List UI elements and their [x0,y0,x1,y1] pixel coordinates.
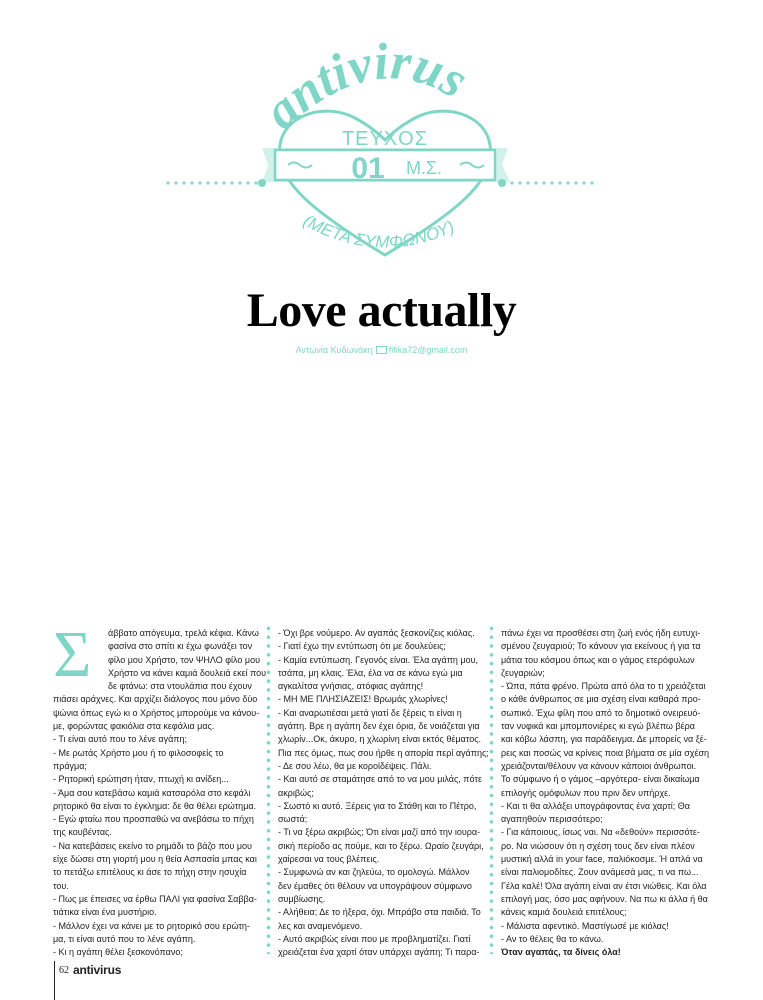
author-name: Αντωνία Κυδωνάκη [295,345,373,355]
text-line: κάνεις καμιά δουλειά επιτέλους; [501,907,627,918]
emblem-brand-text: antivirus [253,40,478,141]
text-line: φίλο μου Χρήστο, τον ΨΗΛΟ φίλο μου [108,654,261,665]
text-line: μυστική αλλά in your face, παλιόκοσμε. Ή απλά να [501,854,703,865]
text-line: τσάπα, μη κλαις. Έλα, έλα να σε κάνω εγώ μια [278,667,463,678]
text-line: ψώνια όπως εγώ κι ο Χρήστος μπορούμε να κάνου- [53,707,260,718]
article-title: Love actually [246,284,517,337]
text-line: - Σωστό κι αυτό. Ξέρεις για το Στάθη και το Πέτρο, [278,800,477,811]
text-line: ζευγαριών; [501,667,545,678]
text-line: λες και αναμενόμενο. [278,920,363,931]
text-line: - Γιατί έχω την εντύπωση ότι με δουλεύεις; [278,641,446,652]
text-line: ρητορικό θα είναι το έγκλημα: δε θα θέλει ερώτημα. [53,800,257,811]
text-line: - ΜΗ ΜΕ ΠΛΗΣΙΑΖΕΙΣ! Βρωμάς χλωρίνες! [278,694,448,705]
text-line: - Ώπα, πάτα φρένο. Πρώτα από όλα το τι χρειάζεται [501,681,706,692]
text-line: - Πως με έπεισες να έρθω ΠΑΛΙ για φασίνα Σαββα- [53,893,257,904]
text-line: σωπικό. Έχω φίλη που από το δημοτικό ονειρευό- [501,707,701,718]
text-line: - Αλήθεια; Δε το ήξερα, όχι. Μπράβο στα παιδιά. Το [278,907,481,918]
dot-end-left [258,179,266,187]
text-line: - Όχι βρε νούμερο. Αν αγαπάς ξεσκονίζεις κιόλας. [278,628,475,638]
text-line: χρειάζονται/θέλουν να κάνουν κάποιοι άνθρωποι. [501,760,697,771]
footer-brand: antivirus [73,963,122,977]
text-line: του. [53,880,69,891]
text-line: - Με ρωτάς Χρήστο μου ή το φιλοσοφείς το [53,747,224,758]
text-line: αγάπη. Βρε η αγάπη δεν έχει όρια, δε νοιάζεται για [278,721,480,732]
text-line: - Μάλιστα αφεντικό. Μαστίγωσέ με κιόλας! [501,920,669,931]
text-line: και κόβω λάσπη, για παράδειγμα. Δε μπορείς να ξέ- [501,734,707,745]
text-line: μάτια του κόσμου όπως και ο γάμος ετερόφυλων [501,654,695,665]
text-line: - Αν το θέλεις θα το κάνω. [501,933,604,944]
text-line: άββατο απόγευμα, τρελά κέφια. Κάνω [108,628,259,638]
text-line: - Εγώ φταίω που προσπαθώ να ανεβάσω το πήχη [53,814,254,825]
text-line: τιάτικα είναι ένα μυστήριο. [53,907,157,918]
text-line: αγαπηθούν περισσότερο; [501,814,603,825]
text-line: - Κι η αγάπη θέλει ξεσκονόπανο; [53,947,183,958]
emblem-subtitle: (ΜΕΤΑ ΣΥΜΦΩΝΟΥ) [300,211,458,252]
text-line: - Τι είναι αυτό που το λένε αγάπη; [53,734,187,745]
text-line: το πετάξω επιτέλους κι άσε το πήχη στην ησυχία [53,867,247,878]
text-line: Χρήστο να κάνει καμιά δουλειά εκεί που [108,667,267,678]
text-line: Γέλα καλέ! Όλα αγάπη είναι αν έτσι νιώθεις. Και όλα [501,880,707,891]
column-divider-dots-1 [266,624,271,954]
text-line: ακριβώς; [278,787,314,798]
text-line: σική περίοδο ας πούμε, και το ξέρω. Ωραίο ζευγάρι, [278,840,484,851]
text-line: - Μάλλον έχει να κάνει με το ρητορικό σου ερώτη- [53,920,250,931]
text-line: δεν έμαθες ότι θέλουν να υπογράψουν σύμφωνο [278,880,472,891]
text-line: αγκαλίτσα γνήσιας, ατόφιας αγάπης! [278,681,424,692]
issue-number: 01 [351,152,385,185]
issue-word: ΤΕΥΧΟΣ [341,128,429,150]
text-line: - Και τι θα αλλάξει υπογράφοντας ένα χαρτί; Θα [501,800,690,811]
text-line: - Ρητορική ερώτηση ήταν, πτωχή κι ανίδεη... [53,774,229,785]
text-line: της κουβέντας. [53,827,112,838]
issue-emblem [150,40,620,280]
text-line: φασίνα στο σπίτι κι έχω φωνάξει τον [108,641,253,652]
text-line: πράγμα; [53,760,87,771]
text-line: ταν νυφικά και μπομπονιέρες κι εγώ βλέπω βέρα [501,721,695,732]
text-column-3 [501,627,719,959]
text-column-2 [278,627,498,959]
text-line: είναι παλιομοδίτες. Ζουν ανάμεσά μας, τι να πω... [501,867,699,878]
text-line: Πια πες όμως, πως σου ήρθε η απορία περί αγάπης; [278,747,489,758]
text-line: - Για κάποιους, ίσως ναι. Να «δεθούν» περισσότε- [501,827,700,838]
text-line: χαίρεσαι να τους βλέπεις. [278,854,380,865]
column-divider-dots-2 [489,624,494,954]
page-number: 62 [59,965,69,976]
footer-rule [54,961,55,1000]
text-line: - Να κατεβάσεις εκείνο το ρημάδι το βάζο που μου [53,840,252,851]
text-line: Το σύμφωνο ή ο γάμος –αργότερα- είναι δικαίωμα [501,774,700,785]
author-email[interactable]: fifika72@gmail.com [388,345,468,355]
text-line: - Συμφωνώ αν και ζηλεύω, το ομολογώ. Μάλλον [278,867,470,878]
ribbon-box [275,150,495,180]
text-line: ρο. Να νιώσουν ότι η σχέση τους δεν είναι πλέον [501,840,695,851]
text-line: είχε δώσει στη γιορτή μου η θεία Ασπασία μπας και [53,854,257,865]
issue-suffix: Μ.Σ. [405,158,443,178]
text-line: επιλογής ομόφυλων που πριν δεν υπήρχε. [501,787,671,798]
text-line: σμένου ζευγαριού; Το κάνουν για εκείνους ή για τα [501,641,701,652]
text-line: πάνω έχει να προσθέσει στη ζωή ενός ήδη ευτυχι- [501,628,701,638]
text-line: - Τι να ξέρω ακριβώς; Ότι είναι μαζί από την ιουρα- [278,827,481,838]
text-line: με, φορώντας φακιόλια στα κεφάλια μας. [53,721,215,732]
text-line: χρειάζεται ένα χαρτί όταν υπάρχει αγάπη; Τι παρα- [278,947,480,958]
text-line: - Άμα σου κατεβάσω καμιά κατσαρόλα στο κεφάλι [53,787,251,798]
text-line: μα, τι είναι αυτό που το λένε αγάπη. [53,933,196,944]
text-line: - Καμία εντύπωση. Γεγονός είναι. Έλα αγάπη μου, [278,654,479,665]
text-line: ο κάθε άνθρωπος σε μια σχέση είναι καθαρά προ- [501,694,701,705]
text-column-1 [53,618,270,959]
closing-line: Όταν αγαπάς, τα δίνεις όλα! [501,947,621,958]
text-line: - Και αναρωτιέσαι μετά γιατί δε ξέρεις τι είναι η [278,707,462,718]
text-line: χλωρίν...Οκ, άκυρο, η χλωρίνη είναι εκτός θέματος. [278,734,482,745]
text-line: - Και αυτό σε σταμάτησε από το να μου μιλάς, πότε [278,774,482,785]
envelope-icon [376,346,387,354]
text-line: - Αυτό ακριβώς είναι που με προβληματίζει. Γιατί [278,933,471,944]
dot-end-right [498,179,506,187]
drop-cap: Σ [53,618,92,691]
text-line: δε φτάνω: στα ντουλάπια που έχουν [108,681,252,692]
text-line: σωστά; [278,814,308,825]
text-line: συμβίωσης. [278,893,326,904]
text-line: - Δε σου λέω, θα με κοροϊδέψεις. Πάλι. [278,760,432,771]
text-line: ρεις και ποσώς να κρίνεις ποια βήματα σε μία σχέση [501,747,710,758]
byline [0,345,763,355]
text-line: πιάσει αράχνες. Και αρχίζει διάλογος που μόνο δύο [53,694,258,705]
decorative-dots-left [164,181,260,185]
text-line: επιλογή μας, όσο μας αφήνουν. Να πω κι άλλα ή θα [501,893,708,904]
decorative-dots-right [500,181,596,185]
